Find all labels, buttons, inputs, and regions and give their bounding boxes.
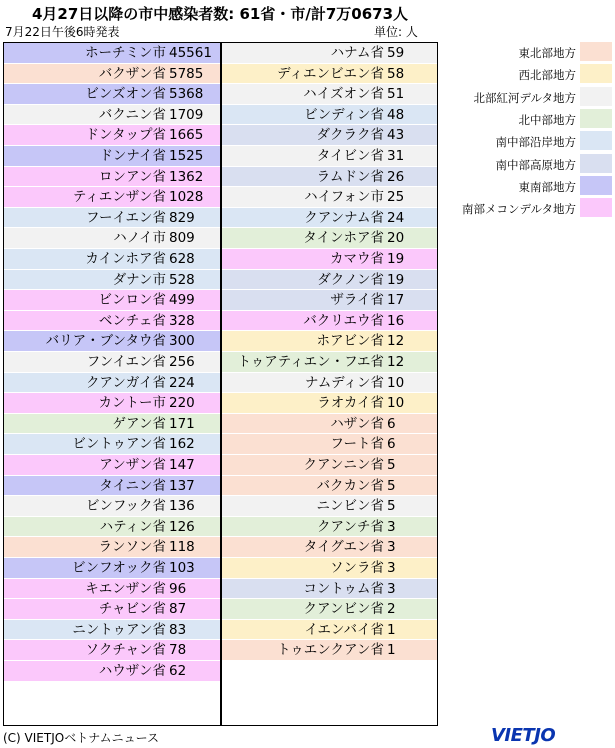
province-name: タイニン省	[99, 477, 166, 494]
legend-label: 南中部高原地方	[495, 157, 576, 172]
table-row	[222, 331, 437, 352]
province-name: フンイエン省	[86, 354, 166, 371]
case-count: 62	[169, 663, 187, 680]
province-name: ハナム省	[330, 45, 384, 61]
table-row	[222, 290, 437, 311]
case-count: 19	[387, 271, 405, 288]
table-row	[222, 249, 437, 270]
province-name: キエンザン省	[85, 580, 166, 597]
case-count: 10	[387, 395, 405, 412]
case-count: 171	[169, 415, 195, 432]
legend-swatch	[580, 42, 612, 61]
table-row	[4, 558, 220, 579]
province-name: ロンアン省	[99, 168, 166, 185]
province-name: ザライ省	[330, 292, 384, 309]
province-name: ハノイ市	[113, 230, 166, 247]
province-name: バクザン省	[98, 65, 166, 82]
case-count: 45561	[169, 45, 212, 61]
legend-item	[459, 41, 614, 63]
province-name: ニントゥアン省	[72, 621, 166, 638]
province-name: クアンニン省	[303, 457, 384, 474]
table-row	[222, 167, 437, 188]
table-row	[4, 64, 220, 85]
legend-swatch	[580, 154, 612, 173]
copyright-credit: (C) VIETJOベトナムニュース	[3, 731, 160, 745]
table-row	[222, 352, 437, 373]
table-row	[222, 455, 437, 476]
province-name: ハティン省	[99, 518, 166, 535]
table-row	[4, 352, 220, 373]
case-count: 1665	[169, 127, 204, 144]
case-count: 103	[169, 560, 195, 577]
case-count: 24	[387, 209, 405, 226]
province-name: チャビン省	[98, 601, 166, 618]
province-name: ビンズオン省	[85, 86, 166, 103]
table-row	[4, 208, 220, 229]
case-count: 17	[387, 292, 405, 309]
table-row	[222, 620, 437, 641]
province-name: ソンラ省	[330, 560, 384, 577]
legend-label: 東北部地方	[518, 46, 576, 60]
unit-label: 単位: 人	[374, 25, 418, 39]
table-row	[222, 373, 437, 394]
province-name: バクリエウ省	[303, 312, 384, 329]
province-name: トゥアティエン・フエ省	[237, 354, 384, 371]
table-row	[4, 537, 220, 558]
case-count: 809	[169, 230, 195, 247]
case-count: 1525	[169, 148, 204, 164]
table-row	[222, 187, 437, 208]
province-name: ダクラク省	[316, 127, 384, 144]
case-count: 96	[169, 580, 187, 597]
province-name: ゲアン省	[112, 415, 166, 432]
legend-swatch	[580, 64, 612, 83]
case-count: 6	[387, 436, 396, 453]
case-count: 20	[387, 230, 405, 247]
case-count: 25	[387, 189, 405, 206]
province-name: クアンガイ省	[85, 374, 166, 391]
case-count: 3	[387, 518, 396, 535]
case-count: 5	[387, 477, 396, 494]
case-count: 5785	[169, 65, 204, 82]
table-row	[222, 579, 437, 600]
table-row	[4, 270, 220, 291]
logo-jo: JO	[534, 725, 556, 746]
table-row	[222, 84, 437, 105]
province-name: フート省	[330, 436, 384, 453]
legend-label: 北部紅河デルタ地方	[473, 90, 576, 105]
table-row	[4, 393, 220, 414]
province-name: ナムディン省	[305, 374, 384, 391]
case-count: 10	[387, 374, 405, 391]
table-row	[4, 640, 220, 661]
table-row	[222, 270, 437, 291]
province-name: ビンロン省	[98, 292, 166, 309]
vietjo-logo	[491, 725, 555, 746]
table-column-left	[3, 42, 221, 726]
case-count: 16	[387, 312, 405, 329]
province-name: クアンナム省	[304, 209, 384, 226]
case-count: 43	[387, 127, 405, 144]
province-name: ハウザン省	[98, 663, 166, 680]
case-count: 6	[387, 415, 396, 432]
case-count: 628	[169, 251, 195, 268]
case-count: 3	[387, 580, 396, 597]
province-name: ランソン省	[98, 539, 166, 556]
table-row	[4, 146, 220, 167]
legend-swatch	[580, 87, 612, 106]
case-count: 58	[387, 65, 405, 82]
table-row	[4, 434, 220, 455]
legend-label: 東南部地方	[518, 179, 576, 194]
legend-label: 南部メコンデルタ地方	[462, 202, 576, 217]
case-count: 1362	[169, 168, 204, 185]
province-name: タインホア省	[303, 230, 384, 247]
legend-swatch	[580, 176, 612, 195]
legend-swatch	[580, 131, 612, 150]
province-name: ビンディン省	[304, 106, 384, 123]
province-name: バクニン省	[98, 106, 166, 123]
legend-label: 北中部地方	[518, 112, 576, 127]
legend-item	[459, 63, 614, 85]
province-name: ラオカイ省	[317, 395, 384, 412]
table-row	[222, 43, 437, 64]
table-row	[4, 290, 220, 311]
legend-item	[459, 153, 614, 175]
table-row	[222, 105, 437, 126]
table-row	[4, 599, 220, 620]
case-count: 118	[169, 539, 195, 556]
province-name: ビンフオック省	[72, 560, 166, 577]
province-name: タイグエン省	[303, 539, 384, 556]
table-row	[4, 496, 220, 517]
province-name: ホーチミン市	[85, 45, 166, 61]
case-count: 48	[387, 106, 405, 123]
table-row	[4, 414, 220, 435]
table-row	[4, 187, 220, 208]
province-name: クアンチ省	[317, 518, 384, 535]
table-row	[222, 537, 437, 558]
province-name: カインホア省	[85, 251, 166, 268]
case-count: 300	[169, 333, 195, 350]
table-row	[222, 125, 437, 146]
case-count: 78	[169, 642, 187, 659]
table-row	[222, 414, 437, 435]
case-count: 83	[169, 621, 187, 638]
table-row	[4, 517, 220, 538]
case-count: 256	[169, 354, 195, 371]
case-count: 137	[169, 477, 195, 494]
case-count: 147	[169, 457, 195, 474]
case-count: 51	[387, 86, 405, 103]
table-row	[222, 393, 437, 414]
table-row	[222, 208, 437, 229]
province-name: バリア・ブンタウ省	[45, 333, 166, 350]
case-count: 1028	[169, 189, 204, 206]
table-row	[222, 476, 437, 497]
case-count: 162	[169, 436, 195, 453]
table-row	[4, 311, 220, 332]
province-name: カントー市	[98, 395, 166, 412]
case-count: 1709	[169, 106, 204, 123]
province-name: ビンフック省	[85, 498, 166, 515]
province-name: ニンビン省	[316, 498, 384, 515]
table-row	[4, 661, 220, 682]
table-row	[222, 599, 437, 620]
case-count: 5	[387, 457, 396, 474]
table-row	[222, 311, 437, 332]
province-name: ドンタップ省	[85, 127, 166, 144]
legend-label: 西北部地方	[518, 68, 576, 83]
case-count: 499	[169, 292, 195, 309]
table-row	[4, 43, 220, 64]
table-row	[222, 434, 437, 455]
legend-swatch	[580, 109, 612, 128]
province-name: タイビン省	[316, 148, 384, 164]
table-row	[222, 640, 437, 661]
province-name: フーイエン省	[85, 209, 166, 226]
province-name: ハイフォン市	[304, 189, 384, 206]
table-row	[222, 558, 437, 579]
table-row	[4, 228, 220, 249]
case-count: 31	[387, 148, 405, 164]
province-name: ダクノン省	[317, 271, 384, 288]
table-row	[222, 64, 437, 85]
province-name: ホアビン省	[316, 333, 384, 350]
table-row	[4, 476, 220, 497]
table-row	[222, 496, 437, 517]
table-row	[4, 167, 220, 188]
province-name: バクカン省	[316, 477, 384, 494]
table-column-right	[220, 42, 438, 726]
case-count: 12	[387, 333, 405, 350]
legend-item	[459, 197, 614, 219]
announcement-date: 7月22日午後6時発表	[5, 25, 120, 39]
province-name: ダナン市	[112, 271, 166, 288]
table-row	[222, 517, 437, 538]
case-count: 3	[387, 560, 396, 577]
table-row	[222, 228, 437, 249]
province-name: イエンバイ省	[304, 621, 384, 638]
province-name: ベンチェ省	[98, 312, 166, 329]
case-count: 829	[169, 209, 195, 226]
case-count: 126	[169, 518, 195, 535]
table-row	[4, 125, 220, 146]
legend-label: 南中部沿岸地方	[495, 135, 576, 150]
case-count: 26	[387, 168, 405, 185]
case-count: 5	[387, 498, 396, 515]
table-row	[4, 620, 220, 641]
case-count: 136	[169, 498, 195, 515]
case-count: 2	[387, 601, 396, 618]
table-row	[4, 579, 220, 600]
case-count: 220	[169, 395, 195, 412]
province-name: カマウ省	[330, 251, 384, 268]
province-name: ハイズオン省	[303, 86, 384, 103]
province-name: ラムドン省	[316, 168, 384, 185]
table-row	[4, 249, 220, 270]
table-title: 4月27日以降の市中感染者数: 61省・市/計7万0673人	[31, 5, 409, 23]
province-name: ドンナイ省	[99, 148, 166, 164]
province-name: アンザン省	[99, 457, 166, 474]
case-count: 59	[387, 45, 405, 61]
province-name: ハザン省	[330, 415, 384, 432]
case-count: 224	[169, 374, 195, 391]
case-count: 19	[387, 251, 405, 268]
table-row	[4, 373, 220, 394]
province-name: ソクチャン省	[85, 642, 166, 659]
logo-viet: VIET	[491, 725, 535, 746]
case-count: 87	[169, 601, 187, 618]
province-name: クアンビン省	[303, 601, 384, 618]
case-count: 1	[387, 642, 396, 659]
table-row	[4, 455, 220, 476]
case-count: 528	[169, 271, 195, 288]
table-row	[4, 331, 220, 352]
legend-item	[459, 86, 614, 108]
case-count: 12	[387, 354, 405, 371]
table-row	[4, 84, 220, 105]
case-count: 1	[387, 621, 396, 638]
province-name: ディエンビエン省	[277, 65, 384, 82]
province-name: ビントゥアン省	[72, 436, 166, 453]
table-row	[4, 105, 220, 126]
case-count: 5368	[169, 86, 204, 103]
legend-item	[459, 175, 614, 197]
province-name: コントゥム省	[303, 580, 384, 597]
case-count: 3	[387, 539, 396, 556]
table-row	[222, 146, 437, 167]
legend-item	[459, 130, 614, 152]
case-count: 328	[169, 312, 195, 329]
legend-swatch	[580, 198, 612, 217]
legend-item	[459, 108, 614, 130]
province-name: ティエンザン省	[72, 189, 166, 206]
province-name: トゥエンクアン省	[277, 642, 384, 659]
